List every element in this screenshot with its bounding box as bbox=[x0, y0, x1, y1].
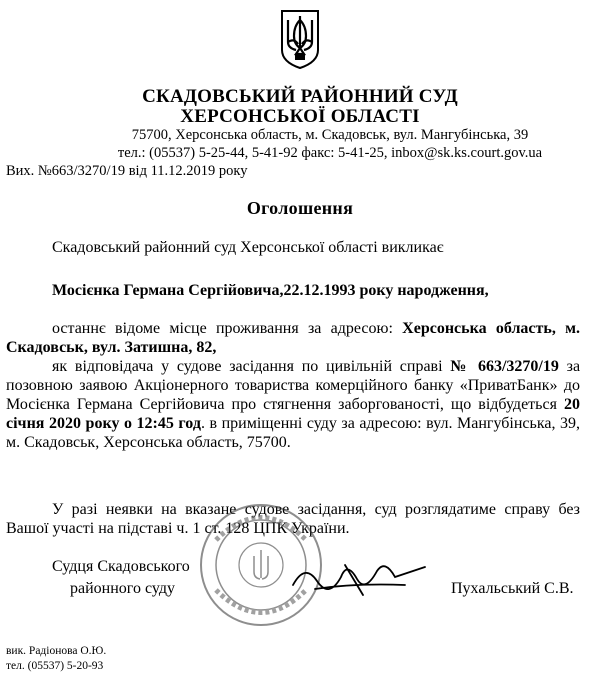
coat-of-arms-icon bbox=[278, 8, 322, 70]
court-contacts: тел.: (05537) 5-25-44, 5-41-92 факс: 5-41-25, inbox@sk.ks.court.gov.ua bbox=[117, 145, 543, 161]
residence-address: Херсонська область, м. Скадовськ, вул. Затишна, 82, bbox=[6, 320, 580, 356]
notice-title: Оголошення bbox=[246, 198, 354, 218]
executor-phone: тел. (05537) 5-20-93 bbox=[6, 660, 104, 672]
case-text-part2: за позовною заявою Акціонерного товариства комерційного банку «ПриватБанк» до Мосієнка Германа Сергійовича про стягнення заборгованості, що відбудеться bbox=[6, 358, 581, 413]
case-text-part1: як відповідача у судове засідання по цивільній справі bbox=[52, 358, 443, 375]
signature-title-line2: районного суду bbox=[70, 580, 175, 597]
court-address: 75700, Херсонська область, м. Скадовськ, вул. Мангубінська, 39 bbox=[131, 127, 529, 143]
hearing-datetime: 20 січня 2020 року о 12:45 год bbox=[6, 396, 581, 432]
judge-signature-icon bbox=[285, 555, 435, 600]
signature-title-line1: Судця Скадовського bbox=[52, 558, 190, 575]
case-number: № 663/3270/19 bbox=[450, 358, 559, 375]
summons-text: Скадовський районний суд Херсонської області викликає bbox=[52, 239, 444, 256]
case-paragraph bbox=[6, 357, 580, 452]
executor-name: вик. Радіонова О.Ю. bbox=[6, 645, 107, 657]
case-text-part3: . в приміщенні суду за адресою: вул. Мангубінська, 39, м. Скадовськ, Херсонська область, 75700. bbox=[6, 415, 581, 451]
warning-text: У разі неявки на вказане судове засідання, суд розглядатиме справу без Вашої участі на підставі ч. 1 ст. 128 ЦПК України. bbox=[6, 501, 580, 537]
residence-paragraph bbox=[6, 319, 580, 357]
person-name: Мосієнка Германа Сергійовича,22.12.1993 року народження, bbox=[52, 282, 489, 299]
court-name-line2: ХЕРСОНСЬКОЇ ОБЛАСТІ bbox=[180, 106, 420, 127]
outgoing-number: Вих. №663/3270/19 від 11.12.2019 року bbox=[6, 163, 248, 179]
court-name-line1: СКАДОВСЬКИЙ РАЙОННИЙ СУД bbox=[142, 86, 458, 107]
judge-name: Пухальський С.В. bbox=[451, 580, 574, 597]
summons-paragraph bbox=[6, 238, 580, 257]
person-paragraph bbox=[6, 281, 580, 300]
residence-prefix: останнє відоме місце проживання за адресою: bbox=[52, 320, 393, 337]
